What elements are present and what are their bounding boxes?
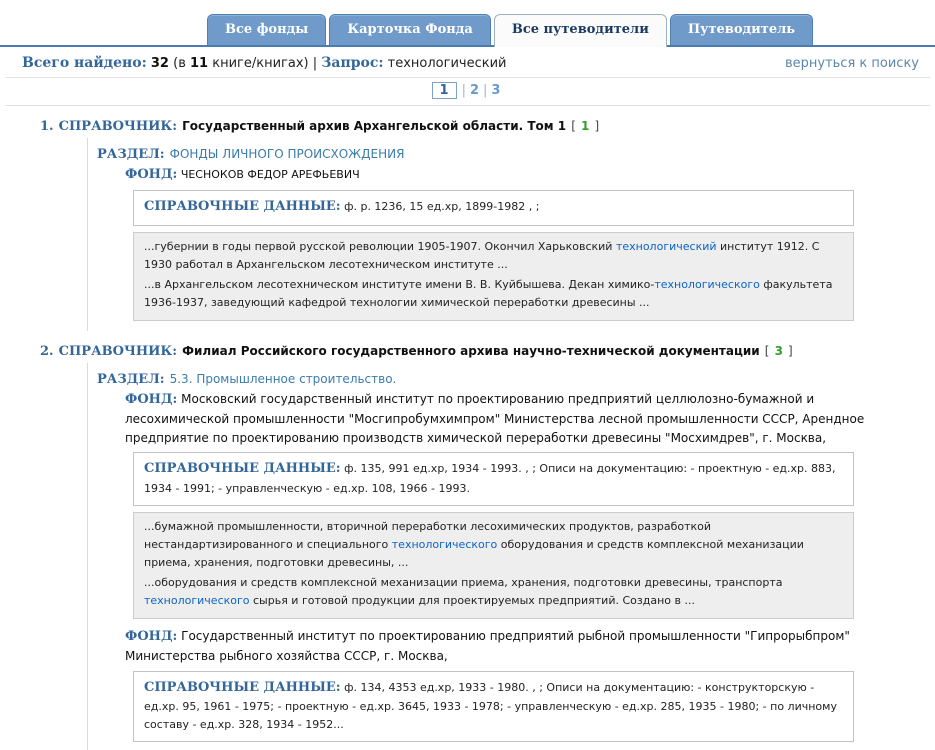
back-to-search-link[interactable]: вернуться к поиску — [784, 56, 919, 71]
entry-number: 1. — [40, 119, 54, 134]
result-entry — [40, 340, 935, 750]
section-row — [97, 368, 935, 387]
fond-name: ЧЕСНОКОВ ФЕДОР АРЕФЬЕВИЧ — [180, 168, 360, 181]
snippet-paragraph — [144, 276, 843, 313]
fond-label: ФОНД: — [125, 391, 178, 407]
snippet-pre: ...в Архангельском лесотехническом институте имени В. В. Куйбышева. Декан химико- — [144, 277, 655, 291]
fond-block — [125, 390, 935, 619]
fond-block — [125, 627, 935, 742]
fond-label: ФОНД: — [125, 628, 178, 644]
page-separator: | — [461, 83, 466, 98]
snippet-pre: ...оборудования и средств комплексной механизации приема, хранения, подготовки древесины, транспорта — [144, 575, 783, 589]
bracket-close: ] — [594, 119, 600, 133]
tab-guide[interactable]: Путеводитель — [670, 14, 813, 45]
found-label: Всего найдено: — [22, 55, 147, 71]
reference-data-label: СПРАВОЧНЫЕ ДАННЫЕ: — [144, 199, 341, 215]
snippet-post: факультета 1936-1937, заведующий кафедрой технологии химической переработки древесины ... — [144, 277, 833, 310]
snippet-paragraph — [144, 518, 843, 573]
query-label: Запрос: — [321, 55, 384, 71]
fond-name: Государственный институт по проектированию предприятий рыбной промышленности "Гипрорыбпром" Министерства рыбного хозяйства СССР, г. Москва, — [125, 628, 850, 664]
search-term-highlight: технологического — [391, 538, 498, 551]
snippet-pre: ...губернии в годы первой русской революции 1905-1907. Окончил Харьковский — [144, 239, 616, 253]
reference-data-box — [133, 671, 854, 742]
search-term-highlight: технологического — [144, 594, 250, 608]
found-count: 32 — [150, 56, 169, 71]
fond-row — [125, 165, 889, 185]
query-value: технологический — [387, 56, 507, 71]
entry-body — [87, 363, 935, 750]
section-row — [97, 143, 935, 162]
reference-data-value: ф. 134, 4353 ед.хр, 1933 - 1980. , ; Описи на документацию: - конструкторскую - ед.хр. 95, 1961 - 1975; - проектную - ед.хр. 3645, 1933 - 1978; - управленческую - ед.хр. 285, 1935 - 1980; - по личному составу - ед.хр. 328, 1934 - 1952... — [144, 680, 837, 731]
snippet-pre: ...бумажной промышленности, вторичной переработки лесохимических продуктов, разработкой нестандартизированного и специального — [144, 519, 712, 551]
reference-data-value: ф. 135, 991 ед.хр, 1934 - 1993. , ; Описи на документацию: - проектную - ед.хр. 883, 1934 - 1991; - управленческую - ед.хр. 108, 1966 - 1993. — [144, 462, 836, 495]
guide-title: Государственный архив Архангельской области. Том 1 — [182, 119, 567, 133]
pipe-separator: | — [312, 56, 318, 71]
section-label: РАЗДЕЛ: — [97, 371, 165, 387]
snippet-box — [133, 232, 854, 321]
snippet-paragraph — [144, 238, 843, 275]
tab-all-guides[interactable]: Все путеводители — [494, 14, 667, 47]
entry-header — [40, 340, 935, 359]
books-suffix: книге/книгах) — [212, 56, 309, 71]
section-link[interactable]: ФОНДЫ ЛИЧНОГО ПРОИСХОЖДЕНИЯ — [169, 147, 405, 161]
bracket-open: [ — [764, 343, 770, 358]
results-header — [0, 47, 935, 77]
section-label: РАЗДЕЛ: — [97, 147, 165, 162]
entry-header — [40, 115, 935, 134]
result-entry — [40, 115, 935, 331]
results-summary — [22, 55, 507, 71]
tab-all-fonds[interactable]: Все фонды — [207, 14, 326, 45]
books-count: 11 — [190, 56, 209, 71]
reference-data-label: СПРАВОЧНЫЕ ДАННЫЕ: — [144, 679, 341, 695]
in-books-prefix: (в — [173, 56, 186, 71]
page-separator: | — [483, 83, 488, 98]
fond-block — [125, 165, 935, 321]
page-current: 1 — [432, 82, 457, 99]
fond-row — [125, 627, 889, 666]
section-link[interactable]: 5.3. Промышленное строительство. — [169, 371, 397, 386]
guide-title: Филиал Российского государственного архива научно-технической документации — [182, 343, 760, 358]
reference-data-label: СПРАВОЧНЫЕ ДАННЫЕ: — [144, 461, 341, 477]
page-link-2[interactable]: 2 — [469, 83, 480, 98]
entry-body — [87, 138, 935, 331]
pagination — [0, 78, 935, 105]
bracket-open: [ — [571, 119, 576, 133]
search-term-highlight: технологического — [654, 277, 760, 291]
tab-fond-card[interactable]: Карточка Фонда — [329, 14, 491, 45]
search-term-highlight: технологический — [615, 239, 717, 253]
match-count-link[interactable]: 3 — [774, 343, 783, 358]
entry-number: 2. — [40, 343, 54, 359]
reference-data-box — [133, 190, 854, 226]
results-list — [0, 106, 935, 750]
bracket-close: ] — [788, 343, 793, 358]
match-count-link[interactable]: 1 — [581, 119, 590, 133]
reference-data-value: ф. р. 1236, 15 ед.хр, 1899-1982 , ; — [344, 200, 540, 214]
snippet-paragraph — [144, 574, 843, 611]
snippet-post: оборудования и средств комплексной механизации приема, хранения, подготовки древесины, ... — [144, 538, 804, 570]
fond-row — [125, 390, 889, 447]
entry-type-label: СПРАВОЧНИК: — [58, 343, 178, 359]
fond-name: Московский государственный институт по проектированию предприятий целлюлозно-бумажной и лесохимической промышленности "Мосгипробумхимпром" Министерства лесной промышленности СССР, Арендное предприятие по проектированию производств химической переработки древесины "Мосхимдрев", г. Москва, — [125, 391, 865, 445]
entry-type-label: СПРАВОЧНИК: — [58, 119, 178, 134]
tab-bar — [0, 0, 935, 47]
snippet-post: институт 1912. С 1930 работал в Архангельском лесотехническом институте ... — [144, 239, 820, 272]
snippet-box — [133, 512, 854, 619]
fond-label: ФОНД: — [125, 167, 178, 182]
page-link-3[interactable]: 3 — [491, 83, 501, 98]
reference-data-box — [133, 452, 854, 505]
snippet-post: сырья и готовой продукции для проектируемых предприятий. Создано в ... — [249, 594, 695, 608]
